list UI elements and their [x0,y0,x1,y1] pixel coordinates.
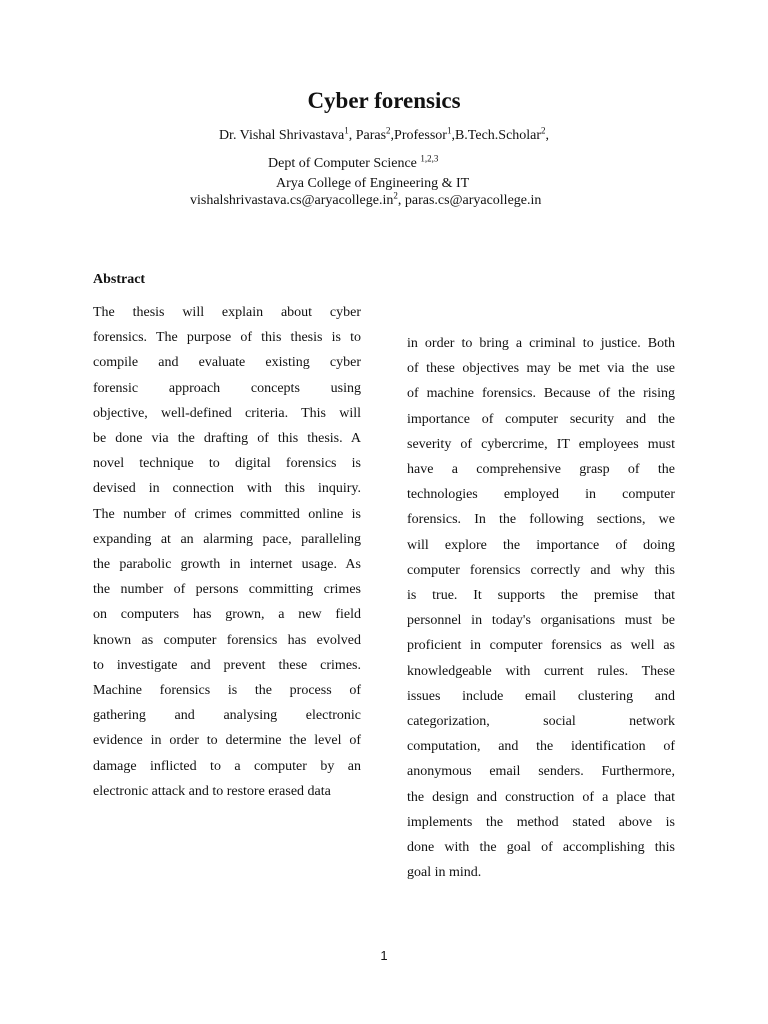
text-line: forensics. In the following sections, we [407,512,675,528]
email-2: , paras.cs@aryacollege.in [397,193,542,208]
text-line: computer forensics correctly and why this [407,562,675,578]
text-line: technologies employed in computer [407,487,675,503]
text-line: known as computer forensics has evolved [93,632,361,648]
text-line: The thesis will explain about cyber [93,305,361,320]
text-line: evidence in order to determine the level of [93,733,361,749]
text-line: to investigate and prevent these crimes. [93,657,361,673]
page-number: 1 [380,948,388,963]
text-line: personnel in today's organisations must be [407,613,675,629]
text-line: objective, well-defined criteria. This will [93,405,361,421]
text-line: devised in connection with this inquiry. [93,481,361,497]
author-1: Dr. Vishal Shrivastava [218,128,345,143]
text-line: be done via the drafting of this thesis. A [93,431,361,447]
text-line: issues include email clustering and [407,688,675,704]
text-line: of these objectives may be met via the use [407,361,675,377]
college-name: Arya College of Engineering & IT [276,176,470,191]
author-line [0,125,768,144]
abstract-column-left [93,300,361,804]
text-line: gathering and analysing electronic [93,708,361,724]
text-line: of machine forensics. Because of the rising [407,386,675,402]
email-line [190,190,542,209]
department-affiliation: 1,2,3 [420,153,439,164]
text-line: will explore the importance of doing [407,537,675,553]
author-role-1: ,Professor [390,128,447,143]
abstract-column-right [407,331,675,885]
text-line: compile and evaluate existing cyber [93,355,361,371]
text-line: forensic approach concepts using [93,380,361,396]
text-line: forensics. The purpose of this thesis is to [93,330,361,346]
text-line: goal in mind. [407,865,482,881]
email-1: vishalshrivastava.cs@aryacollege.in [190,193,394,208]
author-role-2: ,B.Tech.Scholar [451,128,542,143]
department-line [268,153,439,172]
email-1-affiliation: 2 [393,190,398,201]
text-line: in order to bring a criminal to justice. Both [407,336,675,351]
text-line: implements the method stated above is [407,814,675,830]
author-1-affiliation: 1 [344,125,349,136]
paper-title: Cyber forensics [307,88,461,113]
text-line: computation, and the identification of [407,739,675,755]
text-line: proficient in computer forensics as well as [407,638,675,654]
text-line: the parabolic growth in internet usage. As [93,557,361,573]
text-line: Machine forensics is the process of [93,683,361,699]
text-line: electronic attack and to restore erased data [93,783,331,799]
text-line: severity of cybercrime, IT employees must [407,436,675,452]
text-line: anonymous email senders. Furthermore, [407,764,675,780]
text-line: novel technique to digital forensics is [93,456,361,472]
abstract-heading: Abstract [93,272,146,287]
text-line: damage inflicted to a computer by an [93,758,361,774]
text-line: the design and construction of a place that [407,789,675,805]
author-line-end: , [545,128,550,143]
author-role-2-affiliation: 2 [541,125,546,136]
text-line: expanding at an alarming pace, paralleling [93,531,361,547]
text-line: importance of computer security and the [407,411,675,427]
department-name: Dept of Computer Science [268,156,421,171]
author-2: , Paras [348,128,387,143]
author-2-affiliation: 2 [386,125,391,136]
text-line: is true. It supports the premise that [407,588,675,604]
text-line: the number of persons committing crimes [93,582,361,598]
author-role-1-affiliation: 1 [446,125,452,136]
text-line: done with the goal of accomplishing this [407,840,675,856]
text-line: knowledgeable with current rules. These [407,663,675,679]
text-line: have a comprehensive grasp of the [407,462,675,478]
text-line: The number of crimes committed online is [93,506,361,522]
text-line: on computers has grown, a new field [93,607,361,623]
text-line: categorization, social network [407,714,675,730]
